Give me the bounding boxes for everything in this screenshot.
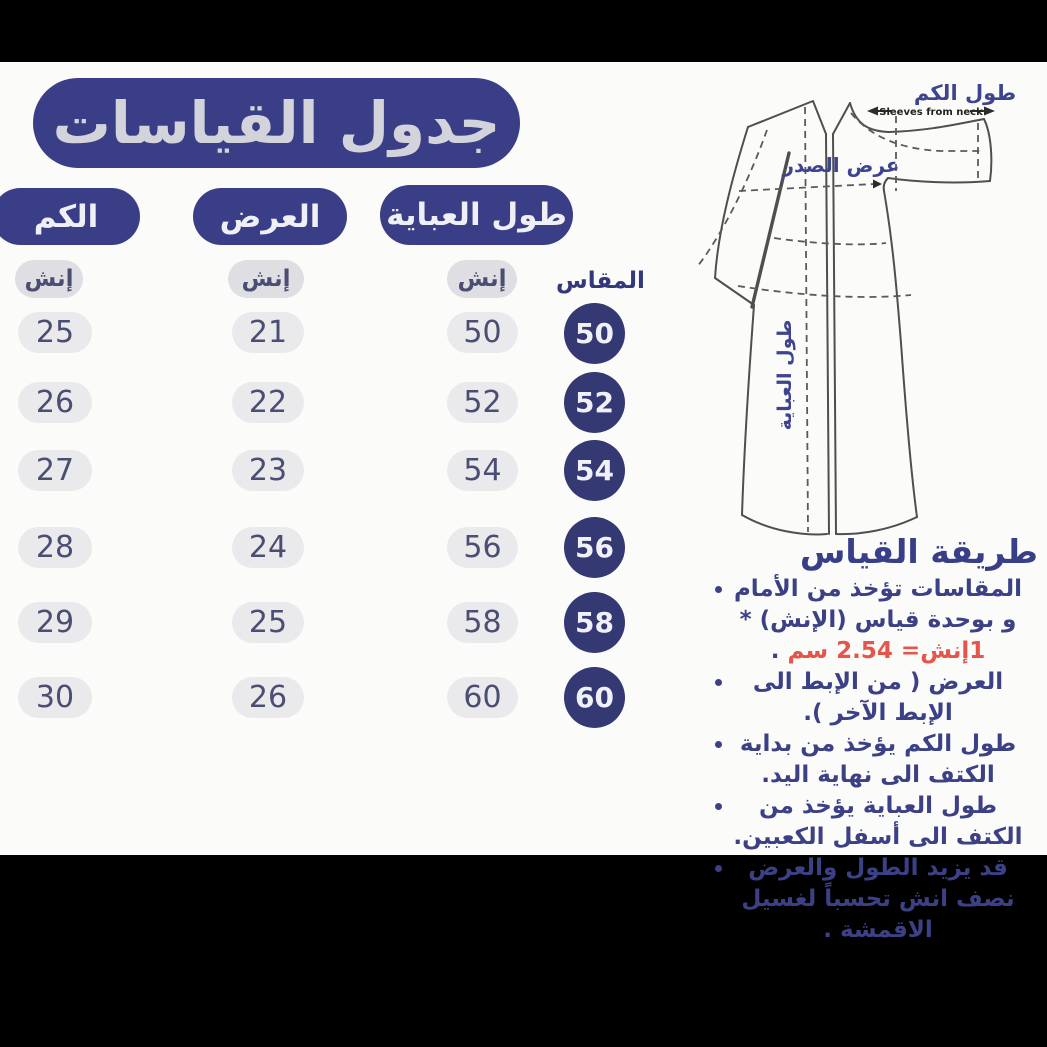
bullet-dot-icon — [704, 574, 732, 667]
cell-width: 22 — [232, 382, 304, 423]
list-item: قد يزيد الطول والعرض نصف انش تحسباً لغسيل الاقمشة . — [632, 853, 1044, 946]
cell-length: 50 — [447, 312, 518, 353]
cell-length: 54 — [447, 450, 518, 491]
size-badge: 52 — [564, 372, 625, 433]
list-item: المقاسات تؤخذ من الأمام و بوحدة قياس (الإنش) * 1إنش= 2.54 سم . — [632, 574, 1044, 667]
cell-length: 60 — [447, 677, 518, 718]
cell-sleeve: 25 — [18, 312, 92, 353]
cell-sleeve: 30 — [18, 677, 92, 718]
cell-width: 26 — [232, 677, 304, 718]
bullet-dot-icon — [704, 667, 732, 729]
column-header-width: العرض — [193, 188, 347, 245]
size-badge: 56 — [564, 517, 625, 578]
cell-sleeve: 29 — [18, 602, 92, 643]
cell-length: 58 — [447, 602, 518, 643]
unit-pill-length: إنش — [447, 260, 517, 298]
size-column-label: المقاس — [556, 268, 645, 294]
cell-width: 25 — [232, 602, 304, 643]
column-header-sleeve: الكم — [0, 188, 140, 245]
bullet-dot-icon — [704, 791, 732, 853]
cell-sleeve: 26 — [18, 382, 92, 423]
inch-conversion-highlight: 1إنش= 2.54 سم — [787, 638, 986, 664]
unit-pill-sleeve: إنش — [15, 260, 83, 298]
cell-sleeve: 28 — [18, 527, 92, 568]
unit-pill-width: إنش — [228, 260, 304, 298]
sleeve-length-label: طول الكم — [913, 81, 1017, 105]
abaya-length-label: طول العباية — [774, 319, 796, 431]
list-item: طول العباية يؤخذ من الكتف الى أسفل الكعبين. — [632, 791, 1044, 853]
page-title — [33, 78, 520, 168]
sleeve-note-label: Sleeves from neck — [879, 107, 983, 118]
abaya-measurement-diagram — [645, 75, 1047, 540]
cell-width: 24 — [232, 527, 304, 568]
instructions-heading: طريقة القياس — [799, 532, 1038, 571]
list-item: العرض ( من الإبط الى الإبط الآخر ). — [632, 667, 1044, 729]
column-header-abaya-length: طول العباية — [380, 185, 573, 245]
bullet-dot-icon — [704, 729, 732, 791]
cell-width: 21 — [232, 312, 304, 353]
cell-sleeve: 27 — [18, 450, 92, 491]
measurement-instructions — [632, 532, 1044, 946]
size-badge: 60 — [564, 667, 625, 728]
cell-width: 23 — [232, 450, 304, 491]
size-badge: 54 — [564, 440, 625, 501]
bullet-dot-icon — [704, 853, 732, 946]
list-item: طول الكم يؤخذ من بداية الكتف الى نهاية اليد. — [632, 729, 1044, 791]
size-chart-infographic — [0, 62, 1047, 943]
cell-length: 52 — [447, 382, 518, 423]
chest-width-label: عرض الصدر — [782, 153, 900, 177]
instructions-list — [632, 574, 1044, 946]
size-badge: 50 — [564, 303, 625, 364]
size-badge: 58 — [564, 592, 625, 653]
cell-length: 56 — [447, 527, 518, 568]
page-title-text: جدول القياسات — [52, 89, 501, 157]
